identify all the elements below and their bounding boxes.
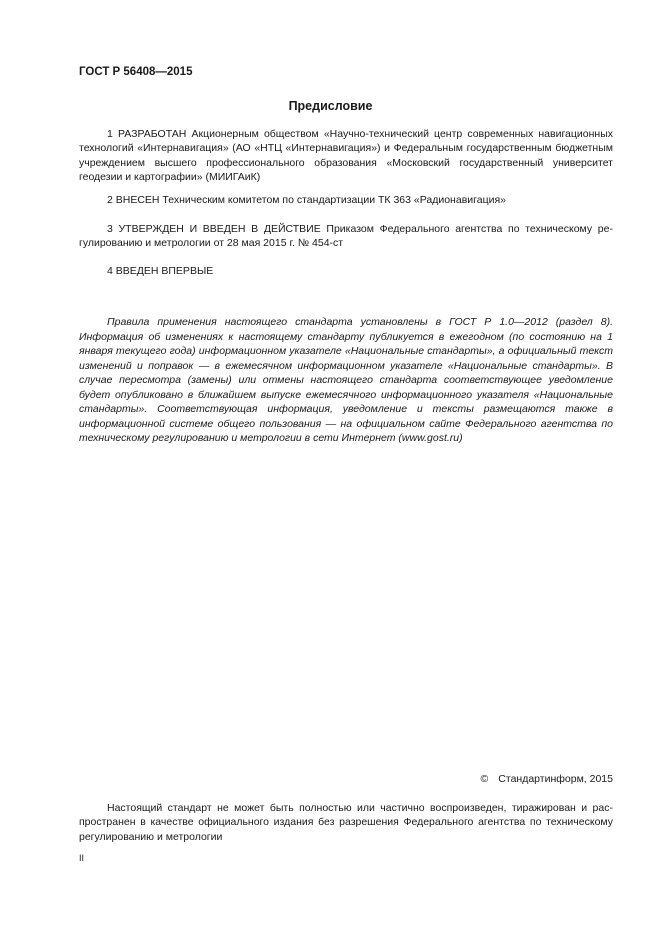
page-number: II — [79, 853, 85, 863]
paragraph-first-introduced: 4 ВВЕДЕН ВПЕРВЫЕ — [107, 265, 214, 277]
paragraph-approved: 3 УТВЕРЖДЕН И ВВЕДЕН В ДЕЙСТВИЕ Приказом Федерального агентства по техническому регулированию и метрологии от 28 мая 2015 г. № 454-ст — [79, 223, 613, 250]
reproduction-notice: Настоящий стандарт не может быть полностью или частично воспроизведен, тиражирован и распространен в качестве официального издания без разрешения Федерального агентства по техническому регулированию и метрологии — [79, 802, 613, 843]
standard-code: ГОСТ Р 56408—2015 — [79, 66, 193, 78]
paragraph-developed-by: 1 РАЗРАБОТАН Акционерным обществом «Научно-технический центр современных навигационных технологий «Интернавигация» (АО «НТЦ «Интернавигация») и Федеральным государственным бюджетным учреждением высшего профессионального образования «Московский государственный университет геодезии и картографии» (МИИГАиК) — [79, 128, 613, 184]
paragraph-introduced-by: 2 ВНЕСЕН Техническим комитетом по стандартизации ТК 363 «Радионавигация» — [107, 194, 506, 206]
page-title: Предисловие — [288, 99, 373, 113]
application-rules-note: Правила применения настоящего стандарта установлены в ГОСТ Р 1.0—2012 (раздел 8). Информация об изменениях к настоящему стандарту публикуется в ежегодном (по состоянию на 1 января текущего года) информационном указателе «Национальные стандарты», а официальный текст изменений и поправок — в ежемесячном информационном указателе «Национальные стандарты». В случае пересмотра (замены) или отмены настоящего стандарта соответствующее уведомление будет опубликовано в ближайшем выпуске ежемесячного информационного указателя «Национальные стандарты». Соответствующая информация, уведомление и тексты размещаются также в информационной системе общего пользования — на официальном сайте Федерального агентства по техническому регулированию и метрологии в сети Интернет (www.gost.ru) — [79, 316, 613, 444]
copyright-icon: © — [480, 773, 489, 785]
copyright-text: Стандартинформ, 2015 — [498, 773, 613, 785]
copyright-line — [481, 773, 613, 785]
